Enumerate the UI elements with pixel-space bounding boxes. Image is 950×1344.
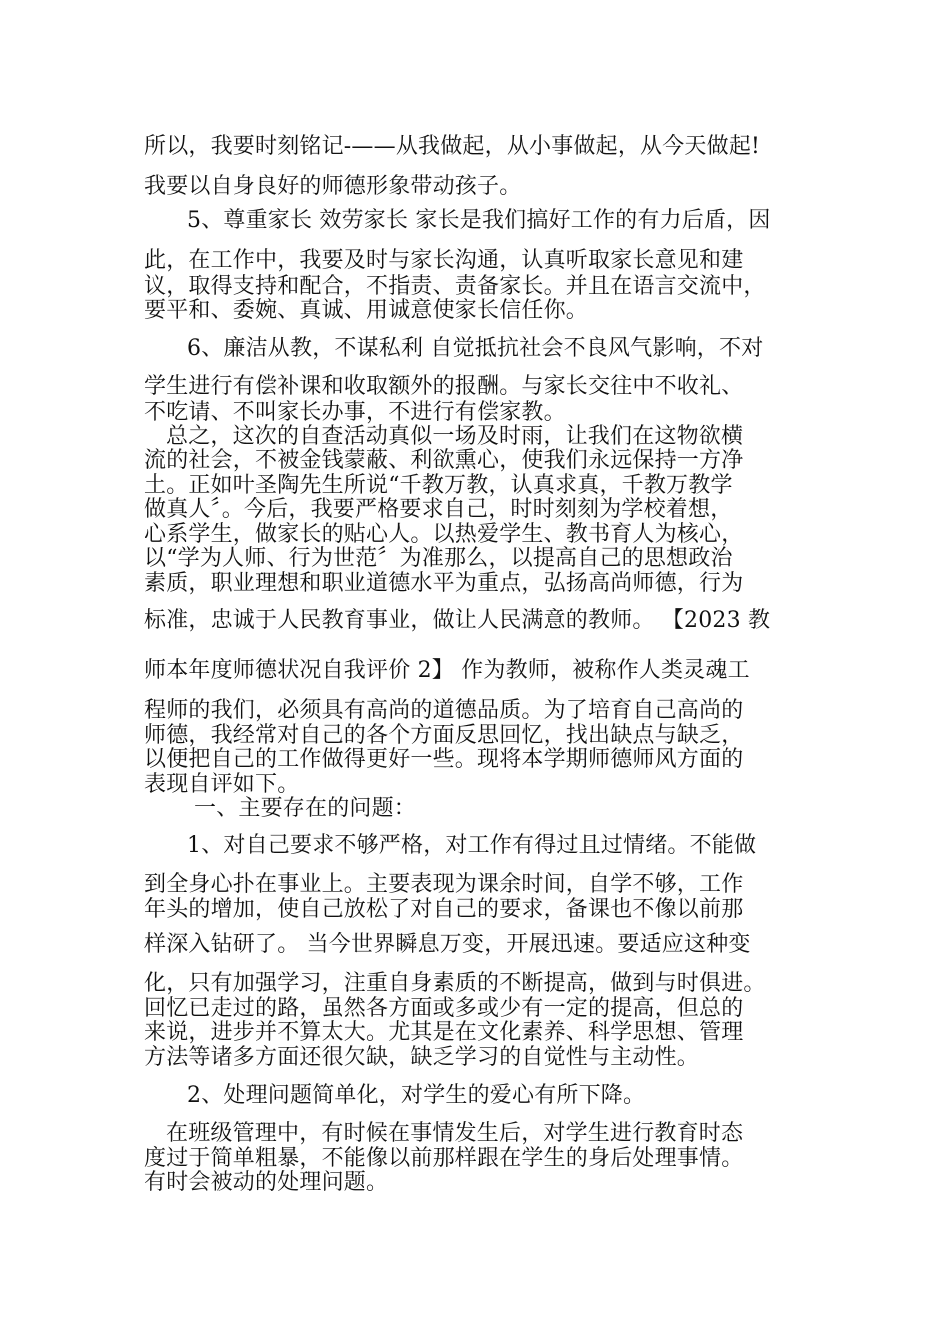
text-line: 化，只有加强学习，注重自身素质的不断提高，做到与时俱进。 (144, 971, 766, 996)
text-line: 2、处理问题简单化，对学生的爱心有所下降。 (187, 1083, 646, 1108)
text-line: 以便把自己的工作做得更好一些。现将本学期师德师风方面的 (144, 747, 744, 772)
text-line: 土。正如叶圣陶先生所说“千教万教，认真求真，千教万教学 (144, 473, 733, 498)
text-line: 以“学为人师、行为世范〞为准那么，以提高自己的思想政治 (144, 546, 733, 571)
text-line: 心系学生，做家长的贴心人。以热爱学生、教书育人为核心， (144, 522, 744, 547)
text-line: 来说，进步并不算太大。尤其是在文化素养、科学思想、管理 (144, 1020, 744, 1045)
text-line: 师德，我经常对自己的各个方面反思回忆，找出缺点与缺乏， (144, 723, 744, 748)
text-line: 要平和、委婉、真诚、用诚意使家长信任你。 (144, 298, 589, 323)
text-line: 此，在工作中，我要及时与家长沟通，认真听取家长意见和建 (144, 248, 744, 273)
text-line: 流的社会，不被金钱蒙蔽、利欲熏心，使我们永远保持一方净 (144, 448, 744, 473)
text-line: 议，取得支持和配合，不指责、责备家长。并且在语言交流中， (144, 274, 766, 299)
text-line: 回忆已走过的路，虽然各方面或多或少有一定的提高，但总的 (144, 996, 744, 1021)
text-line: 素质，职业理想和职业道德水平为重点，弘扬高尚师德，行为 (144, 571, 744, 596)
text-line: 总之，这次的自查活动真似一场及时雨，让我们在这物欲横 (166, 424, 744, 449)
text-line: 学生进行有偿补课和收取额外的报酬。与家长交往中不收礼、 (144, 374, 744, 399)
text-line: 我要以自身良好的师德形象带动孩子。 (144, 174, 522, 199)
text-line: 标准，忠诚于人民教育事业，做让人民满意的教师。 【2023 教 (144, 608, 771, 633)
text-line: 5、尊重家长 效劳家长 家长是我们搞好工作的有力后盾，因 (187, 208, 771, 233)
text-line: 年头的增加，使自己放松了对自己的要求，备课也不像以前那 (144, 897, 744, 922)
text-line: 1、对自己要求不够严格，对工作有得过且过情绪。不能做 (187, 833, 757, 858)
text-line: 师本年度师德状况自我评价 2】 作为教师，被称作人类灵魂工 (144, 658, 750, 683)
text-line: 程师的我们，必须具有高尚的道德品质。为了培育自己高尚的 (144, 698, 744, 723)
text-line: 在班级管理中，有时候在事情发生后，对学生进行教育时态 (166, 1121, 744, 1146)
text-line: 表现自评如下。 (144, 772, 300, 797)
text-line: 所以，我要时刻铭记-——从我做起，从小事做起，从今天做起! (144, 134, 761, 159)
text-line: 方法等诸多方面还很欠缺，缺乏学习的自觉性与主动性。 (144, 1045, 700, 1070)
text-line: 6、廉洁从教，不谋私利 自觉抵抗社会不良风气影响，不对 (187, 336, 764, 361)
text-line: 到全身心扑在事业上。主要表现为课余时间，自学不够，工作 (144, 872, 744, 897)
text-line: 不吃请、不叫家长办事，不进行有偿家教。 (144, 400, 566, 425)
text-line: 度过于简单粗暴，不能像以前那样跟在学生的身后处理事情。 (144, 1146, 744, 1171)
text-line: 有时会被动的处理问题。 (144, 1170, 389, 1195)
text-line: 一、主要存在的问题： (194, 796, 417, 821)
text-line: 做真人〞。今后，我要严格要求自己，时时刻刻为学校着想， (144, 497, 733, 522)
text-line: 样深入钻研了。 当今世界瞬息万变，开展迅速。要适应这种变 (144, 932, 751, 957)
